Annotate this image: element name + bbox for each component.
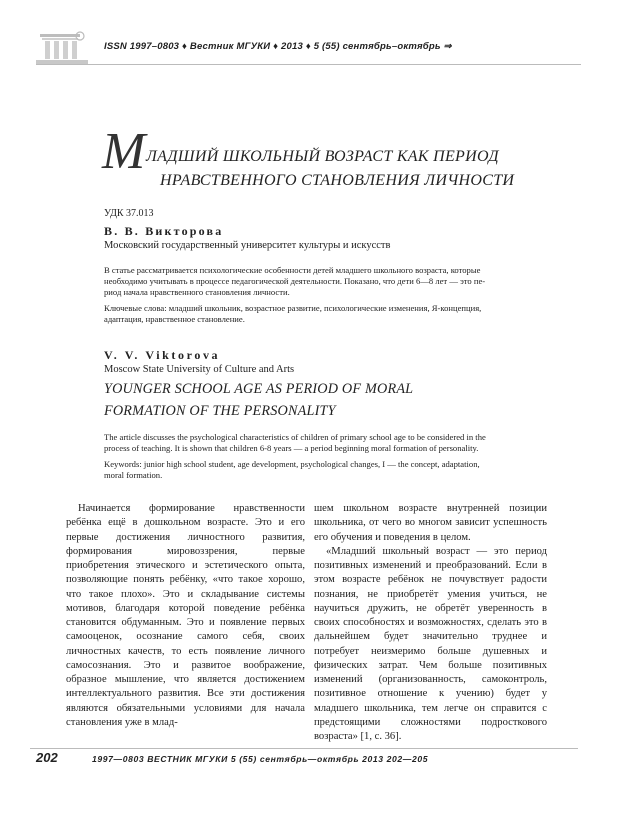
title-line-2: НРАВСТВЕННОГО СТАНОВЛЕНИЯ ЛИЧНОСТИ [160,172,515,189]
title-en-line-2: FORMATION OF THE PERSONALITY [104,403,336,419]
keywords-en-line: moral formation. [104,470,163,480]
abstract-ru-line: В статье рассматривается психологические особенности детей младшего школьного возраста, которые [104,265,481,275]
keywords-en [104,459,534,481]
udk-code: УДК 37.013 [104,208,154,219]
keywords-ru-line: адаптация, нравственное становление. [104,314,245,324]
body-paragraph: Начинается формирование нравственности ребёнка ещё в дошкольном возрасте. Это и его первые достижения личностного развития, формирования мировоззрения, первые приобретения этического и эстетического опыта, позволяющие понять ребёнку, «что такое хорошо, что такое плохо». Это и складывание системы мотивов, благодаря которой поведение ребёнка становится обдуманным. Это и появление первых самооценок, осознание самого себя, своих личностных качеств, то есть появление личного самосознания. Это и развитое воображение, образное мышление, что является достижением интеллектуального развития. Все эти достижения являются обязательными условиями для начала становления уже в млад- [66,503,305,728]
author-ru: В. В. Викторова [104,224,224,238]
page-number: 202 [36,750,58,765]
column-logo-icon [36,30,88,66]
abstract-en [104,432,534,454]
abstract-ru [104,265,534,298]
header-divider [36,64,581,65]
footer-citation: 1997—0803 ВЕСТНИК МГУКИ 5 (55) сентябрь—октябрь 2013 202—205 [92,754,429,764]
abstract-en-line: process of teaching. It is shown that children 6-8 years — a period beginning moral formation of personality. [104,443,479,453]
abstract-ru-line: риод начала нравственного становления личности. [104,287,290,297]
affiliation-ru: Московский государственный университет культуры и искусств [104,240,391,251]
body-paragraph: шем школьном возрасте внутренней позиции школьника, от чего во многом зависит успешность его обучения и поведения в целом. [314,503,547,543]
abstract-en-line: The article discusses the psychological characteristics of children of primary school age to be considered in the [104,432,486,442]
keywords-ru-line: Ключевые слова: младший школьник, возрастное развитие, психологические изменения, Я-концепция, [104,303,482,313]
body-column-left [66,502,305,730]
keywords-ru [104,303,534,325]
abstract-ru-line: необходимо учитывать в процессе педагогической деятельности. Показано, что дети 6—8 лет — это пе- [104,276,486,286]
title-en-line-1: YOUNGER SCHOOL AGE AS PERIOD OF MORAL [104,381,414,397]
title-initial-letter: М [102,123,146,180]
keywords-en-line: Keywords: junior high school student, age development, psychological changes, I — the concept, adaptation, [104,459,480,469]
title-line-1: ЛАДШИЙ ШКОЛЬНЫЙ ВОЗРАСТ КАК ПЕРИОД [146,148,499,165]
author-en: V. V. Viktorova [104,348,221,362]
body-column-right [314,502,547,744]
affiliation-en: Moscow State University of Culture and Arts [104,364,295,375]
body-paragraph-quote: «Младший школьный возраст — это период позитивных изменений и преобразований. Если в этом возрасте ребёнок не почувствует радости познания, не приобретёт умения учиться, не научиться дружить, не обретёт уверенность в своих способностях и возможностях, сделать это в дальнейшем будет значительно труднее и потребует неизмеримо больше душевных и физических затрат. Чем больше позитивных изменений (организованность, самоконтроль, позитивное отношение к учению) будет у младшего школьника, тем легче он справится с предстоящими сложностями подросткового возраста» [1, с. 36]. [314,545,547,742]
journal-header: ISSN 1997–0803 ♦ Вестник МГУКИ ♦ 2013 ♦ 5 (55) сентябрь–октябрь ⇒ [104,41,452,52]
footer-divider [30,748,578,749]
